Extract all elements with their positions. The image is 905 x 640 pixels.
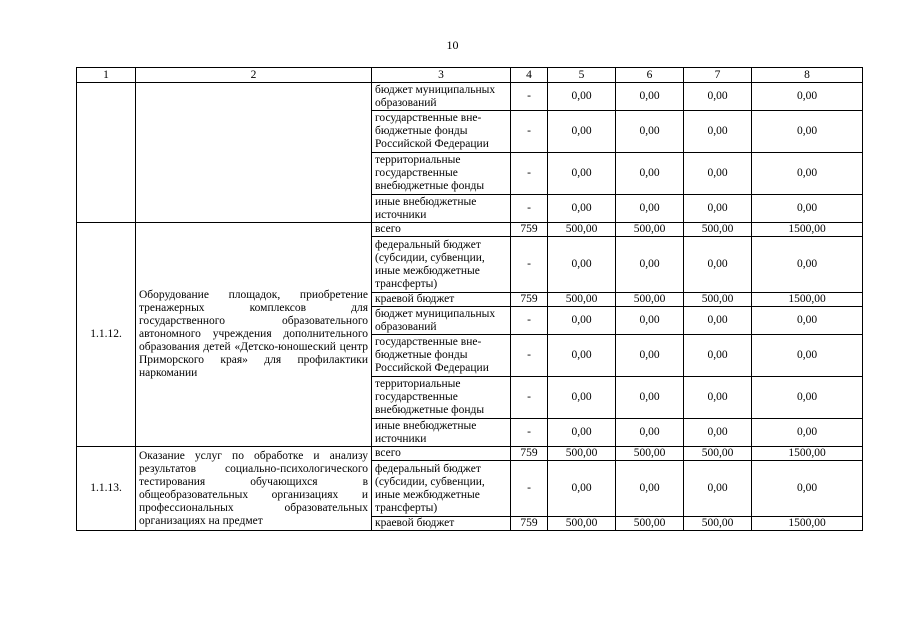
total-value-cell: 1500,00 [752, 223, 863, 237]
year-value-cell: 0,00 [616, 335, 684, 377]
funding-source-cell: бюджет муниципальных образований [372, 307, 511, 335]
funding-source-cell: федеральный бюджет (субсидии, субвенции, иные межбюджетные трансферты) [372, 237, 511, 293]
table-row [77, 447, 863, 461]
header-row [77, 68, 863, 83]
year-value-cell: 0,00 [616, 195, 684, 223]
year-value-cell: 500,00 [548, 293, 616, 307]
code-value-cell: - [511, 153, 548, 195]
page-number: 10 [446, 38, 459, 52]
total-value-cell: 0,00 [752, 237, 863, 293]
total-value-cell: 0,00 [752, 195, 863, 223]
item-name-cell: Оказание услуг по обработке и анализу результатов социально-психологического тестирования обучающихся в общеобразовательных организациях и профессиональных образовательных организациях на предмет [136, 447, 372, 531]
year-value-cell: 0,00 [684, 419, 752, 447]
total-value-cell: 1500,00 [752, 447, 863, 461]
year-value-cell: 0,00 [684, 83, 752, 111]
year-value-cell: 0,00 [616, 377, 684, 419]
code-value-cell: - [511, 83, 548, 111]
code-value-cell: - [511, 335, 548, 377]
year-value-cell: 500,00 [684, 517, 752, 531]
year-value-cell: 500,00 [684, 223, 752, 237]
year-value-cell: 0,00 [616, 461, 684, 517]
item-number-cell: 1.1.12. [77, 223, 136, 447]
code-value-cell: - [511, 195, 548, 223]
year-value-cell: 0,00 [684, 237, 752, 293]
code-value-cell: - [511, 307, 548, 335]
funding-source-cell: государственные вне-бюджетные фонды Российской Федерации [372, 335, 511, 377]
table-row [77, 83, 863, 111]
table-body [77, 83, 863, 531]
funding-source-cell: краевой бюджет [372, 517, 511, 531]
year-value-cell: 0,00 [548, 377, 616, 419]
year-value-cell: 500,00 [616, 447, 684, 461]
total-value-cell: 0,00 [752, 153, 863, 195]
year-value-cell: 0,00 [684, 111, 752, 153]
year-value-cell: 0,00 [548, 335, 616, 377]
year-value-cell: 0,00 [548, 307, 616, 335]
funding-source-cell: всего [372, 223, 511, 237]
header-cell: 6 [616, 68, 684, 83]
header-cell: 8 [752, 68, 863, 83]
funding-source-cell: государственные вне-бюджетные фонды Российской Федерации [372, 111, 511, 153]
total-value-cell: 0,00 [752, 307, 863, 335]
year-value-cell: 500,00 [684, 447, 752, 461]
code-value-cell: - [511, 461, 548, 517]
year-value-cell: 0,00 [684, 195, 752, 223]
funding-source-cell: иные внебюджетные источники [372, 419, 511, 447]
code-value-cell: 759 [511, 517, 548, 531]
year-value-cell: 0,00 [616, 419, 684, 447]
total-value-cell: 0,00 [752, 111, 863, 153]
year-value-cell: 0,00 [684, 377, 752, 419]
funding-source-cell: федеральный бюджет (субсидии, субвенции, иные межбюджетные трансферты) [372, 461, 511, 517]
table-row [77, 223, 863, 237]
year-value-cell: 500,00 [548, 517, 616, 531]
funding-source-cell: территориальные государственные внебюджетные фонды [372, 377, 511, 419]
funding-source-cell: бюджет муниципальных образований [372, 83, 511, 111]
header-cell: 5 [548, 68, 616, 83]
year-value-cell: 500,00 [548, 447, 616, 461]
code-value-cell: 759 [511, 447, 548, 461]
year-value-cell: 500,00 [548, 223, 616, 237]
header-cell: 7 [684, 68, 752, 83]
year-value-cell: 0,00 [616, 307, 684, 335]
total-value-cell: 0,00 [752, 83, 863, 111]
code-value-cell: - [511, 419, 548, 447]
item-name-cell [136, 83, 372, 223]
total-value-cell: 1500,00 [752, 517, 863, 531]
year-value-cell: 0,00 [684, 307, 752, 335]
item-number-cell [77, 83, 136, 223]
header-cell: 3 [372, 68, 511, 83]
year-value-cell: 0,00 [684, 461, 752, 517]
total-value-cell: 0,00 [752, 419, 863, 447]
year-value-cell: 500,00 [616, 223, 684, 237]
year-value-cell: 0,00 [548, 237, 616, 293]
year-value-cell: 500,00 [616, 517, 684, 531]
code-value-cell: - [511, 377, 548, 419]
year-value-cell: 0,00 [548, 195, 616, 223]
year-value-cell: 0,00 [616, 153, 684, 195]
total-value-cell: 0,00 [752, 335, 863, 377]
year-value-cell: 0,00 [548, 83, 616, 111]
total-value-cell: 0,00 [752, 377, 863, 419]
header-cell: 4 [511, 68, 548, 83]
funding-source-cell: всего [372, 447, 511, 461]
year-value-cell: 500,00 [684, 293, 752, 307]
year-value-cell: 500,00 [616, 293, 684, 307]
year-value-cell: 0,00 [684, 153, 752, 195]
item-number-cell: 1.1.13. [77, 447, 136, 531]
year-value-cell: 0,00 [548, 111, 616, 153]
year-value-cell: 0,00 [548, 153, 616, 195]
funding-source-cell: иные внебюджетные источники [372, 195, 511, 223]
total-value-cell: 0,00 [752, 461, 863, 517]
year-value-cell: 0,00 [548, 419, 616, 447]
header-cell: 2 [136, 68, 372, 83]
code-value-cell: 759 [511, 223, 548, 237]
year-value-cell: 0,00 [616, 83, 684, 111]
header-cell: 1 [77, 68, 136, 83]
year-value-cell: 0,00 [548, 461, 616, 517]
funding-source-cell: территориальные государственные внебюджетные фонды [372, 153, 511, 195]
budget-table [76, 67, 863, 531]
total-value-cell: 1500,00 [752, 293, 863, 307]
item-name-cell: Оборудование площадок, приобретение тренажерных комплексов для государственного образовательного автономного учреждения дополнительного образования детей «Детско-юношеский центр Приморского края» для профилактики наркомании [136, 223, 372, 447]
year-value-cell: 0,00 [616, 111, 684, 153]
code-value-cell: - [511, 237, 548, 293]
code-value-cell: - [511, 111, 548, 153]
year-value-cell: 0,00 [684, 335, 752, 377]
year-value-cell: 0,00 [616, 237, 684, 293]
funding-source-cell: краевой бюджет [372, 293, 511, 307]
code-value-cell: 759 [511, 293, 548, 307]
